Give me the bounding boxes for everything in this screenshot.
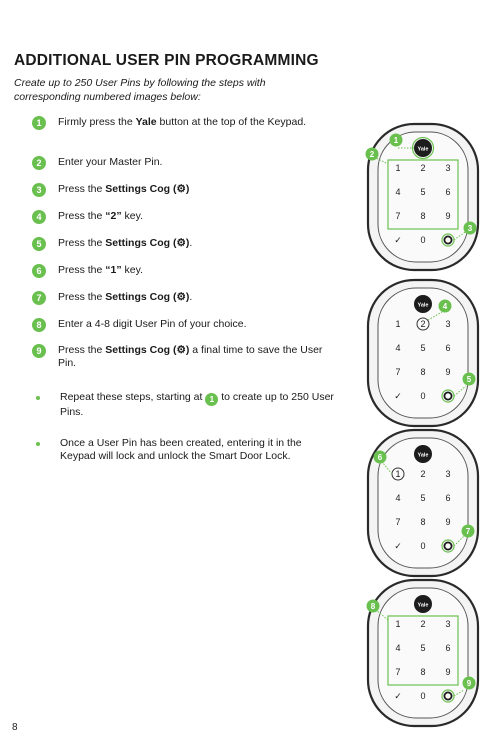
step-text: Firmly press the Yale button at the top of the Keypad. bbox=[58, 116, 307, 128]
keypad-key: 1 bbox=[395, 319, 401, 329]
keypad-key: ✓ bbox=[394, 235, 402, 245]
callout-number: 1 bbox=[393, 136, 399, 145]
step-text: Enter a 4-8 digit User Pin of your choice. bbox=[58, 318, 247, 330]
keypad-key: 5 bbox=[420, 493, 426, 503]
yale-logo-text: Yale bbox=[417, 146, 429, 153]
callout-number: 4 bbox=[442, 302, 448, 311]
step-4 bbox=[32, 210, 332, 224]
keypad-key: 8 bbox=[420, 517, 426, 527]
keypad-key: 3 bbox=[445, 319, 451, 329]
keypad-key: 1 bbox=[395, 163, 401, 173]
keypad-key: 8 bbox=[420, 367, 426, 377]
keypad-figure-1 bbox=[366, 124, 479, 270]
callout-number: 6 bbox=[377, 453, 383, 462]
keypad-key: 2 bbox=[420, 469, 426, 479]
step-number-badge: 4 bbox=[32, 210, 46, 224]
keypad-key: 6 bbox=[445, 187, 451, 197]
keypad-figure-3 bbox=[368, 430, 478, 576]
keypad-key: 8 bbox=[420, 667, 426, 677]
step-number-badge: 7 bbox=[32, 291, 46, 305]
keypad-key: 9 bbox=[445, 367, 451, 377]
page-number: 8 bbox=[12, 722, 18, 733]
keypad-key: 4 bbox=[395, 343, 401, 353]
keypad-figure-4 bbox=[367, 580, 479, 726]
keypad-key: 1 bbox=[395, 619, 401, 629]
keypad-key: 6 bbox=[445, 343, 451, 353]
step-5 bbox=[32, 237, 332, 251]
step-number-badge: 3 bbox=[32, 183, 46, 197]
keypad-key: 5 bbox=[420, 343, 426, 353]
step-text: Enter your Master Pin. bbox=[58, 156, 163, 168]
step-8 bbox=[32, 318, 332, 332]
note-item bbox=[36, 437, 336, 463]
keypad-key: 9 bbox=[445, 667, 451, 677]
keypad-key: 2 bbox=[420, 619, 426, 629]
callout-number: 7 bbox=[465, 527, 471, 536]
keypad-key: 9 bbox=[445, 211, 451, 221]
step-9 bbox=[32, 344, 332, 370]
step-1 bbox=[32, 116, 332, 130]
inline-step-badge: 1 bbox=[205, 393, 218, 406]
step-text: Press the Settings Cog (⚙). bbox=[58, 291, 193, 303]
keypad-key: 4 bbox=[395, 187, 401, 197]
keypad-key: 0 bbox=[420, 541, 426, 551]
step-3 bbox=[32, 183, 332, 197]
bullet-dot bbox=[36, 442, 40, 446]
keypad-key: 3 bbox=[445, 163, 451, 173]
keypad-key: 3 bbox=[445, 619, 451, 629]
keypad-key: 6 bbox=[445, 493, 451, 503]
keypad-key: 9 bbox=[445, 517, 451, 527]
keypad-key: 0 bbox=[420, 391, 426, 401]
step-number-badge: 8 bbox=[32, 318, 46, 332]
yale-logo-text: Yale bbox=[417, 452, 429, 459]
keypad-key: 2 bbox=[420, 163, 426, 173]
callout-number: 3 bbox=[467, 224, 473, 233]
keypad-figure-2 bbox=[368, 280, 478, 426]
keypad-key: ✓ bbox=[394, 541, 402, 551]
callout-number: 5 bbox=[466, 375, 472, 384]
keypad-figures bbox=[356, 120, 486, 730]
callout-number: 2 bbox=[369, 150, 375, 159]
step-text: Press the Settings Cog (⚙). bbox=[58, 237, 193, 249]
keypad-key: 5 bbox=[420, 643, 426, 653]
step-text: Press the Settings Cog (⚙) a final time to save the User Pin. bbox=[58, 344, 323, 369]
note-text: Once a User Pin has been created, entering it in the Keypad will lock and unlock the Smart Door Lock. bbox=[60, 437, 302, 462]
keypad-key: 7 bbox=[395, 667, 401, 677]
yale-logo-text: Yale bbox=[417, 302, 429, 309]
callout-number: 8 bbox=[370, 602, 376, 611]
keypad-key: 8 bbox=[420, 211, 426, 221]
page-subtitle: Create up to 250 User Pins by following the steps with corresponding numbered images below: bbox=[14, 77, 266, 103]
keypad-key: ✓ bbox=[394, 391, 402, 401]
keypad-key: 4 bbox=[395, 493, 401, 503]
page-title: ADDITIONAL USER PIN PROGRAMMING bbox=[14, 52, 319, 69]
keypad-key: 7 bbox=[395, 367, 401, 377]
keypad-key: 2 bbox=[420, 319, 426, 329]
callout-number: 9 bbox=[466, 679, 472, 688]
step-7 bbox=[32, 291, 332, 305]
keypad-key: 1 bbox=[395, 469, 401, 479]
step-number-badge: 2 bbox=[32, 156, 46, 170]
note-text: Repeat these steps, starting at 1 to create up to 250 User Pins. bbox=[60, 391, 334, 418]
step-number-badge: 5 bbox=[32, 237, 46, 251]
yale-logo-text: Yale bbox=[417, 602, 429, 609]
keypad-key: 7 bbox=[395, 517, 401, 527]
keypad-key: 3 bbox=[445, 469, 451, 479]
keypad-key: 7 bbox=[395, 211, 401, 221]
note-item bbox=[36, 391, 336, 419]
step-number-badge: 9 bbox=[32, 344, 46, 358]
step-number-badge: 6 bbox=[32, 264, 46, 278]
keypad-key: 4 bbox=[395, 643, 401, 653]
step-number-badge: 1 bbox=[32, 116, 46, 130]
bullet-dot bbox=[36, 396, 40, 400]
step-6 bbox=[32, 264, 332, 278]
keypad-key: ✓ bbox=[394, 691, 402, 701]
keypad-key: 6 bbox=[445, 643, 451, 653]
step-text: Press the “2” key. bbox=[58, 210, 144, 222]
keypad-key: 0 bbox=[420, 235, 426, 245]
step-text: Press the Settings Cog (⚙) bbox=[58, 183, 190, 195]
step-2 bbox=[32, 156, 332, 170]
keypad-key: 0 bbox=[420, 691, 426, 701]
keypad-key: 5 bbox=[420, 187, 426, 197]
step-text: Press the “1” key. bbox=[58, 264, 144, 276]
